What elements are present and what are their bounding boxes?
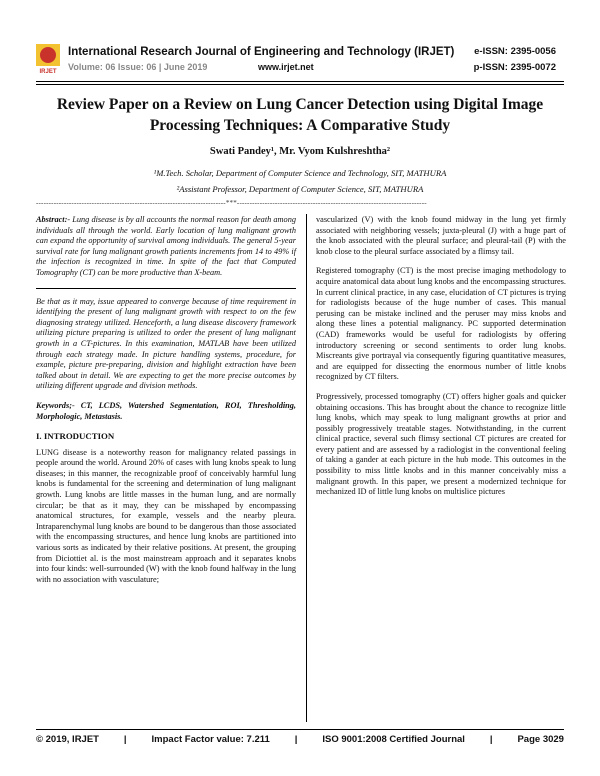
journal-name: International Research Journal of Engineering and Technology (IRJET) [68,46,455,58]
footer-separator: | [123,734,127,745]
separator-line: ---------------------------------------------------------------------------***--------------------------------------------------------------------------- [36,199,427,207]
footer-iso: ISO 9001:2008 Certified Journal [322,734,465,745]
footer-separator: | [489,734,493,745]
paper-title: Review Paper on a Review on Lung Cancer Detection using Digital Image Processing Techniques: A Comparative Study [56,96,544,134]
website-link[interactable]: www.irjet.net [258,62,314,72]
pissn: p-ISSN: 2395-0072 [473,62,556,73]
keywords: Keywords;- CT, LCDS, Watershed Segmentation, ROI, Thresholding, Morphologic, Metastasis. [36,400,296,421]
irjet-logo-icon [36,44,60,74]
authors: Swati Pandey¹, Mr. Vyom Kulshreshtha² [209,146,391,157]
intro-paragraph-1: LUNG disease is a noteworthy reason for malignancy related passings in people around the world. Around 20% of cases with lung knobs speak to lung diseases; in this manner, the recognizable proof of conceivably harmful lung knobs is fundamental for the screening and determination of lung malignant growth. Lung knobs are little masses in the human lung, and are normally circular; be that as it may, they can be misshaped by encompassing anatomical structures, for example, vessels and the nearby pleura. Intraparenchymal lung knobs are bound to be dangerous than those associated with the encompassing structures, and hence lung knobs are partitioned into various sorts as indicated by their relative positions. At present, the grouping from Diciottiet al. is the most mainstream approach and it separates knobs into four kinds: well-surrounded (W) with the knob found halfway in the lung with no association with vasculature; [36,447,296,584]
right-paragraph-2: Registered tomography (CT) is the most precise imaging methodology to acquire anatomical data about lung knobs and the encompassing structures. In current clinical practice, in any case, elucidation of CT pictures is trying for radiologists because of the huge number of cases. This manual perusing can be mistake inclined and the peruser may miss knobs and along these lines a potential malignancy. PC supported determination (CAD) frameworks would be useful for radiologists by offering introductory screening or second sentiments to order lung knobs. Miscreants give portrayal via consequently figuring quantitative measures, and are equipped for dissecting the enormous number of little knobs recognized by CT filters. [316,266,566,382]
footer-separator: | [294,734,298,745]
footer-page-number: Page 3029 [517,734,564,745]
abstract-paragraph [36,215,296,279]
header-divider [36,81,564,82]
eissn: e-ISSN: 2395-0056 [474,46,556,57]
abstract-paragraph-2: Be that as it may, issue appeared to converge because of time requirement in identifying the present of lung malignant growth with respect to on the few diagnosing strategy utilized. Henceforth, a lung disease discovery framework utilizing picture preparing is utilized to order the present of lung malignant growth in a CT-pictures. In this examination, MATLAB have been utilized through each strategy made. In picture handling systems, procedure, for example, picture pre-preparing, division and highlight extraction have been talked about in detail. We are expecting to get the more precise outcomes by utilizing different upgrade and division methods. [36,296,296,391]
header-divider-thin [36,84,564,85]
volume-info: Volume: 06 Issue: 06 | June 2019 [68,62,208,72]
journal-header [36,44,564,82]
right-paragraph-3: Progressively, processed tomography (CT) offers higher goals and quicker obtaining occasions. This has brought about the chance to recognize little lung knobs, which may speak to lung malignant growths at prior and possibly progressively treatable stages. Notwithstanding, in the current clinical practice, several such flimsy sectional CT pictures are created for every patient and are assessed by a radiologist in the conventional feeling of taking a gander at each picture in the hub mode. This outcomes in the possibility to miss little knobs and in this manner conceivably miss a malignant growth. In this paper, we present a modernized technique for mechanized ID of little lung knobs on multislice pictures [316,391,566,497]
footer-impact-factor: Impact Factor value: 7.211 [151,734,270,745]
section-heading-introduction: I. INTRODUCTION [36,431,115,442]
right-column [316,215,566,507]
abstract-text: Lung disease is by all accounts the normal reason for death among individuals all through the world. Early location of lung malignant growth can expand the opportunity of survival among individuals. The general 5-year survival rate for lung malignant growth patients increments from 14 to 49% if the infection is recognized in time. In spite of the fact that Computed Tomography (CT) can be more productive than X-beam. [36,215,296,277]
right-paragraph-1: vascularized (V) with the knob found midway in the lung yet firmly associated with neighboring vessels; juxta-pleural (J) with a huge part of the knob associated with the pleural surface; and pleural-tail (P) with the knob close to the pleural surface associated by a flimsy tail. [316,215,566,256]
logo-text: IRJET [39,69,57,74]
affiliation-1: ¹M.Tech. Scholar, Department of Computer Science and Technology, SIT, MATHURA [153,168,447,178]
column-divider [306,214,307,722]
abstract-divider [36,288,296,289]
footer-copyright: © 2019, IRJET [36,734,99,745]
footer-divider [36,729,564,730]
journal-footer [36,734,564,745]
left-column [36,215,296,594]
abstract-label: Abstract:- [36,215,71,224]
affiliation-2: ²Assistant Professor, Department of Computer Science, SIT, MATHURA [176,184,424,194]
